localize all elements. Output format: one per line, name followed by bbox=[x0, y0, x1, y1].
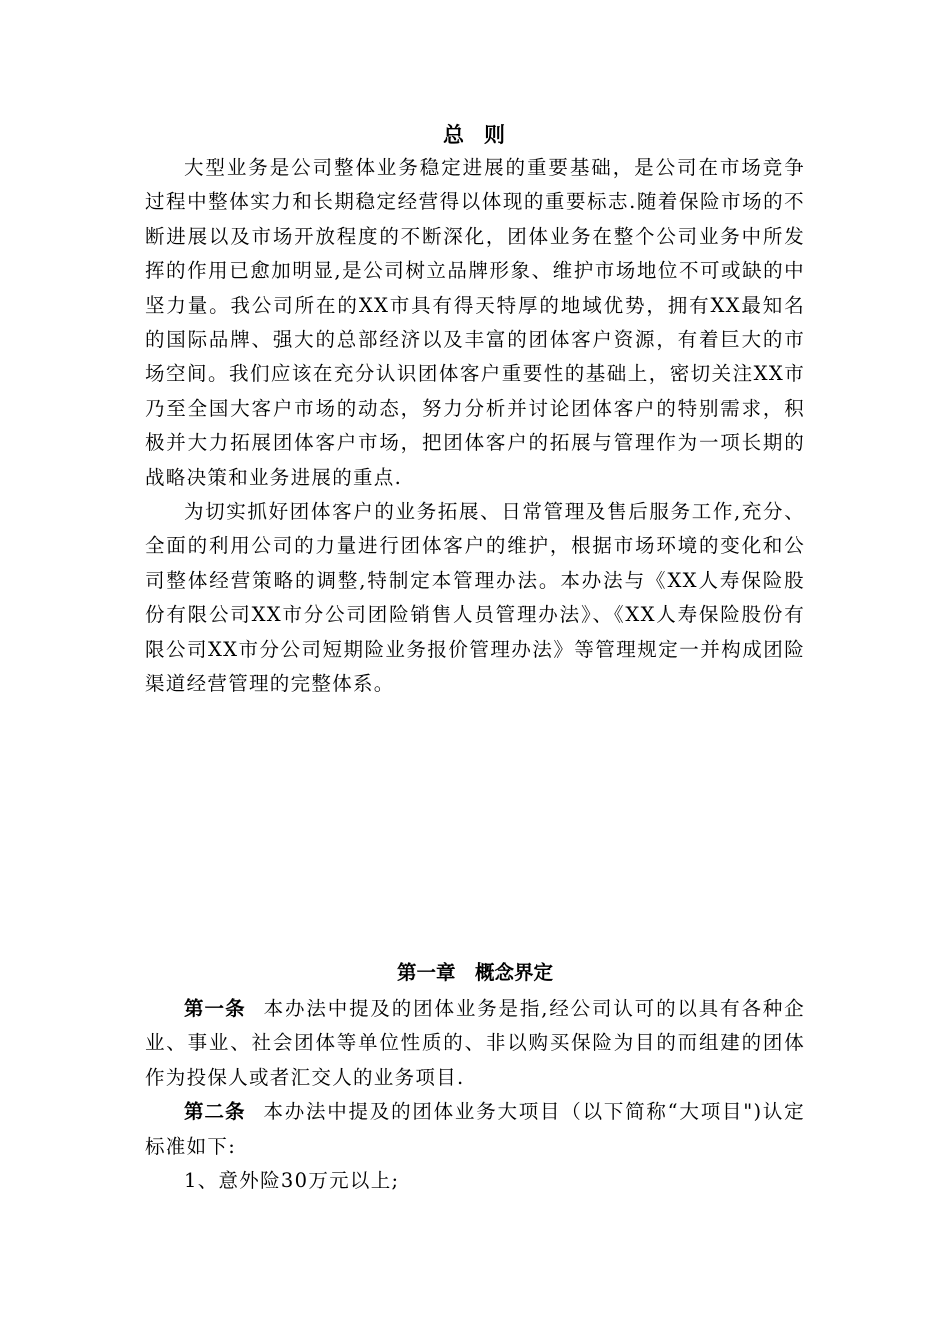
chapter-title: 第一章 概念界定 bbox=[396, 961, 553, 984]
article-1-text: 本办法中提及的团体业务是指,经公司认可的以具有各种企业、事业、社会团体等单位性质的、非以购买保险为目的而组建的团体作为投保人或者汇交人的业务项目. bbox=[145, 997, 805, 1089]
list-item-1: 1、意外险30万元以上; bbox=[184, 1169, 400, 1193]
article-2 bbox=[145, 1095, 805, 1164]
intro-paragraph-1: 大型业务是公司整体业务稳定进展的重要基础，是公司在市场竞争过程中整体实力和长期稳定经营得以体现的重要标志.随着保险市场的不断进展以及市场开放程度的不断深化，团体业务在整个公司业务中所发挥的作用已愈加明显,是公司树立品牌形象、维护市场地位不可或缺的中坚力量。我公司所在的XX市具有得天特厚的地域优势，拥有XX最知名的国际品牌、强大的总部经济以及丰富的团体客户资源，有着巨大的市场空间。我们应该在充分认识团体客户重要性的基础上，密切关注XX市乃至全国大客户市场的动态，努力分析并讨论团体客户的特别需求，积极并大力拓展团体客户市场，把团体客户的拓展与管理作为一项长期的战略决策和业务进展的重点. bbox=[145, 156, 805, 489]
article-1-label: 第一条 bbox=[184, 997, 246, 1020]
article-1 bbox=[145, 992, 805, 1095]
chapter-body bbox=[145, 992, 805, 1198]
article-2-text: 本办法中提及的团体业务大项目（以下简称“大项目")认定标准如下: bbox=[145, 1100, 805, 1158]
document-page bbox=[145, 118, 805, 1193]
section-title: 总则 bbox=[443, 123, 525, 147]
intro-paragraph-2: 为切实抓好团体客户的业务拓展、日常管理及售后服务工作,充分、全面的利用公司的力量进行团体客户的维护，根据市场环境的变化和公司整体经营策略的调整,特制定本管理办法。本办法与《XX人寿保险股份有限公司XX市分公司团险销售人员管理办法》、《XX人寿保险股份有限公司XX市分公司短期险业务报价管理办法》等管理规定一并构成团险渠道经营管理的完整体系。 bbox=[145, 500, 805, 696]
article-2-label: 第二条 bbox=[184, 1100, 246, 1124]
